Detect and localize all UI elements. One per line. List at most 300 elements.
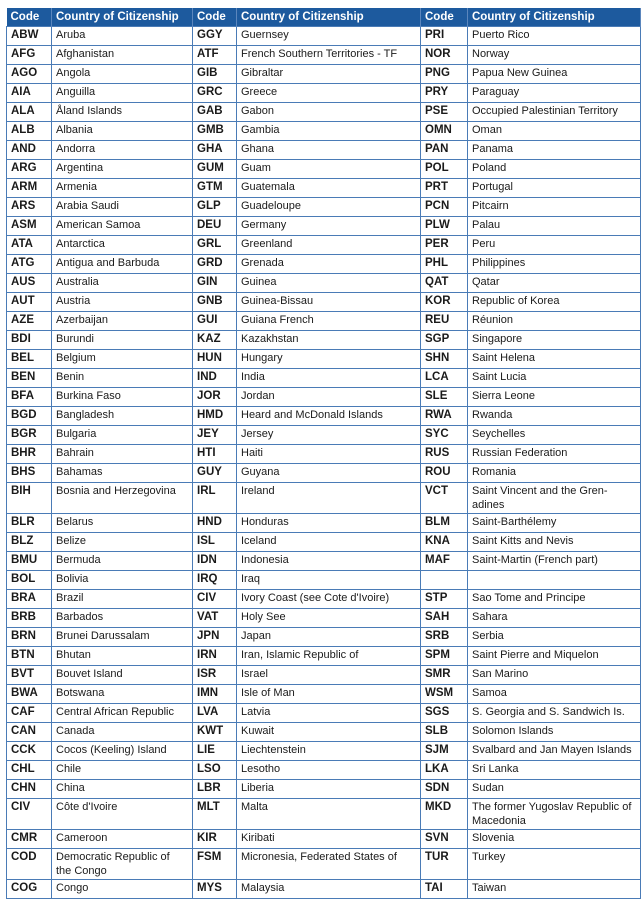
code-cell: CHN: [7, 780, 52, 799]
code-cell: BWA: [7, 685, 52, 704]
code-cell: ROU: [421, 464, 468, 483]
table-row: [7, 533, 641, 552]
code-cell: HMD: [193, 407, 237, 426]
code-cell: PER: [421, 236, 468, 255]
country-cell: Saint Kitts and Nevis: [468, 533, 641, 552]
table-row: [7, 571, 641, 590]
table-row: [7, 84, 641, 103]
code-cell: BEN: [7, 369, 52, 388]
code-cell: NOR: [421, 46, 468, 65]
code-cell: IND: [193, 369, 237, 388]
country-cell: Gabon: [237, 103, 421, 122]
country-cell: Honduras: [237, 514, 421, 533]
country-cell: Singapore: [468, 331, 641, 350]
code-cell: COG: [7, 880, 52, 899]
country-cell: Belgium: [52, 350, 193, 369]
country-cell: Ivory Coast (see Cote d'Ivoire): [237, 590, 421, 609]
code-cell: KIR: [193, 830, 237, 849]
code-cell: BHR: [7, 445, 52, 464]
code-cell: RUS: [421, 445, 468, 464]
code-cell: BLM: [421, 514, 468, 533]
code-cell: ALA: [7, 103, 52, 122]
table-row: [7, 122, 641, 141]
code-cell: ALB: [7, 122, 52, 141]
code-cell: SVN: [421, 830, 468, 849]
country-cell: Poland: [468, 160, 641, 179]
code-cell: CIV: [193, 590, 237, 609]
table-row: [7, 388, 641, 407]
table-row: [7, 628, 641, 647]
code-cell: JEY: [193, 426, 237, 445]
country-cell: Bosnia and Herzegovina: [52, 483, 193, 514]
country-cell: Grenada: [237, 255, 421, 274]
code-cell: SAH: [421, 609, 468, 628]
code-cell: BDI: [7, 331, 52, 350]
country-cell: S. Georgia and S. Sandwich Is.: [468, 704, 641, 723]
code-cell: SDN: [421, 780, 468, 799]
country-cell: Micronesia, Federated States of: [237, 849, 421, 880]
table-row: [7, 293, 641, 312]
country-cell: Benin: [52, 369, 193, 388]
code-cell: [421, 571, 468, 590]
country-cell: Bouvet Island: [52, 666, 193, 685]
code-cell: BEL: [7, 350, 52, 369]
code-cell: BVT: [7, 666, 52, 685]
country-cell: India: [237, 369, 421, 388]
country-cell: Portugal: [468, 179, 641, 198]
country-cell: Cameroon: [52, 830, 193, 849]
country-cell: Serbia: [468, 628, 641, 647]
code-cell: PSE: [421, 103, 468, 122]
code-cell: SLE: [421, 388, 468, 407]
header-row: [7, 8, 641, 27]
country-cell: Belize: [52, 533, 193, 552]
code-cell: ABW: [7, 27, 52, 46]
code-cell: GRD: [193, 255, 237, 274]
code-cell: BGR: [7, 426, 52, 445]
country-cell: Iran, Islamic Republic of: [237, 647, 421, 666]
code-cell: GGY: [193, 27, 237, 46]
country-cell: Isle of Man: [237, 685, 421, 704]
country-cell: Saint Pierre and Miquelon: [468, 647, 641, 666]
country-cell: Republic of Korea: [468, 293, 641, 312]
country-cell: Åland Islands: [52, 103, 193, 122]
country-cell: Saint Helena: [468, 350, 641, 369]
country-cell: Holy See: [237, 609, 421, 628]
code-cell: JOR: [193, 388, 237, 407]
code-cell: PNG: [421, 65, 468, 84]
code-cell: DEU: [193, 217, 237, 236]
country-cell: Germany: [237, 217, 421, 236]
code-cell: ATG: [7, 255, 52, 274]
table-row: [7, 742, 641, 761]
country-cell: Angola: [52, 65, 193, 84]
country-cell: China: [52, 780, 193, 799]
code-cell: BIH: [7, 483, 52, 514]
country-cell: Rwanda: [468, 407, 641, 426]
country-cell: Bermuda: [52, 552, 193, 571]
code-cell: HUN: [193, 350, 237, 369]
country-cell: Argentina: [52, 160, 193, 179]
code-cell: QAT: [421, 274, 468, 293]
country-code-table: [6, 8, 641, 899]
table-row: [7, 704, 641, 723]
country-cell: Chile: [52, 761, 193, 780]
country-cell: Qatar: [468, 274, 641, 293]
country-cell: Philippines: [468, 255, 641, 274]
country-cell: Cocos (Keeling) Island: [52, 742, 193, 761]
country-cell: Armenia: [52, 179, 193, 198]
table-row: [7, 312, 641, 331]
country-cell: Congo: [52, 880, 193, 899]
code-cell: KNA: [421, 533, 468, 552]
table-row: [7, 27, 641, 46]
country-cell: Burundi: [52, 331, 193, 350]
code-cell: MKD: [421, 799, 468, 830]
table-row: [7, 849, 641, 880]
country-cell: Antarctica: [52, 236, 193, 255]
country-cell: Papua New Guinea: [468, 65, 641, 84]
country-cell: Anguilla: [52, 84, 193, 103]
country-cell: Seychelles: [468, 426, 641, 445]
code-cell: AZE: [7, 312, 52, 331]
country-cell: Jordan: [237, 388, 421, 407]
code-cell: BMU: [7, 552, 52, 571]
code-cell: BRN: [7, 628, 52, 647]
code-cell: GIB: [193, 65, 237, 84]
country-cell: Andorra: [52, 141, 193, 160]
country-cell: Saint-Barthélemy: [468, 514, 641, 533]
country-cell: Greenland: [237, 236, 421, 255]
code-cell: CIV: [7, 799, 52, 830]
code-cell: PRI: [421, 27, 468, 46]
code-cell: GMB: [193, 122, 237, 141]
country-cell: Albania: [52, 122, 193, 141]
country-cell: Guatemala: [237, 179, 421, 198]
code-cell: IDN: [193, 552, 237, 571]
code-cell: TAI: [421, 880, 468, 899]
country-cell: Latvia: [237, 704, 421, 723]
code-cell: SRB: [421, 628, 468, 647]
country-cell: Burkina Faso: [52, 388, 193, 407]
country-cell: Guadeloupe: [237, 198, 421, 217]
table-row: [7, 685, 641, 704]
code-cell: GUY: [193, 464, 237, 483]
code-cell: AFG: [7, 46, 52, 65]
country-cell: Austria: [52, 293, 193, 312]
table-row: [7, 780, 641, 799]
table-row: [7, 445, 641, 464]
country-cell: Azerbaijan: [52, 312, 193, 331]
code-cell: IMN: [193, 685, 237, 704]
table-row: [7, 514, 641, 533]
code-cell: SPM: [421, 647, 468, 666]
country-cell: Aruba: [52, 27, 193, 46]
table-row: [7, 217, 641, 236]
code-cell: CAF: [7, 704, 52, 723]
code-cell: SJM: [421, 742, 468, 761]
country-cell: Saint Vincent and the Gren- adines: [468, 483, 641, 514]
code-cell: AUT: [7, 293, 52, 312]
table-row: [7, 609, 641, 628]
table-row: [7, 331, 641, 350]
code-cell: IRQ: [193, 571, 237, 590]
code-cell: VAT: [193, 609, 237, 628]
code-cell: BLR: [7, 514, 52, 533]
header-country-2: Country of Citizenship: [237, 8, 421, 27]
code-cell: ATA: [7, 236, 52, 255]
code-cell: BGD: [7, 407, 52, 426]
code-cell: ISL: [193, 533, 237, 552]
country-cell: Gambia: [237, 122, 421, 141]
country-cell: Ghana: [237, 141, 421, 160]
table-row: [7, 103, 641, 122]
code-cell: BOL: [7, 571, 52, 590]
code-cell: REU: [421, 312, 468, 331]
country-cell: Guyana: [237, 464, 421, 483]
code-cell: FSM: [193, 849, 237, 880]
code-cell: GRC: [193, 84, 237, 103]
country-cell: Antigua and Barbuda: [52, 255, 193, 274]
code-cell: LKA: [421, 761, 468, 780]
country-cell: Bahrain: [52, 445, 193, 464]
code-cell: TUR: [421, 849, 468, 880]
code-cell: GTM: [193, 179, 237, 198]
country-cell: Liberia: [237, 780, 421, 799]
code-cell: PHL: [421, 255, 468, 274]
country-cell: Samoa: [468, 685, 641, 704]
code-cell: COD: [7, 849, 52, 880]
country-cell: Slovenia: [468, 830, 641, 849]
code-cell: PLW: [421, 217, 468, 236]
code-cell: OMN: [421, 122, 468, 141]
country-cell: Central African Republic: [52, 704, 193, 723]
country-cell: Solomon Islands: [468, 723, 641, 742]
code-cell: MYS: [193, 880, 237, 899]
code-cell: SYC: [421, 426, 468, 445]
table-row: [7, 198, 641, 217]
code-cell: POL: [421, 160, 468, 179]
code-cell: AIA: [7, 84, 52, 103]
header-code-1: Code: [7, 8, 52, 27]
header-country-1: Country of Citizenship: [52, 8, 193, 27]
code-cell: GUI: [193, 312, 237, 331]
country-cell: Haiti: [237, 445, 421, 464]
table-row: [7, 236, 641, 255]
header-country-3: Country of Citizenship: [468, 8, 641, 27]
table-row: [7, 590, 641, 609]
code-cell: GLP: [193, 198, 237, 217]
code-cell: KWT: [193, 723, 237, 742]
code-cell: LSO: [193, 761, 237, 780]
code-cell: JPN: [193, 628, 237, 647]
country-cell: Kuwait: [237, 723, 421, 742]
country-cell: San Marino: [468, 666, 641, 685]
code-cell: IRL: [193, 483, 237, 514]
country-cell: Panama: [468, 141, 641, 160]
code-cell: BRB: [7, 609, 52, 628]
country-cell: Saint Lucia: [468, 369, 641, 388]
country-cell: Malaysia: [237, 880, 421, 899]
code-cell: PRT: [421, 179, 468, 198]
table-row: [7, 46, 641, 65]
country-cell: Arabia Saudi: [52, 198, 193, 217]
country-cell: Palau: [468, 217, 641, 236]
country-cell: Iceland: [237, 533, 421, 552]
table-row: [7, 552, 641, 571]
code-cell: ISR: [193, 666, 237, 685]
code-cell: GHA: [193, 141, 237, 160]
table-row: [7, 407, 641, 426]
country-cell: French Southern Territories - TF: [237, 46, 421, 65]
table-row: [7, 666, 641, 685]
code-cell: GIN: [193, 274, 237, 293]
table-body: [7, 27, 641, 899]
code-cell: VCT: [421, 483, 468, 514]
country-cell: Guinea: [237, 274, 421, 293]
table-row: [7, 799, 641, 830]
country-cell: Sahara: [468, 609, 641, 628]
table-row: [7, 274, 641, 293]
code-cell: HND: [193, 514, 237, 533]
country-cell: Sao Tome and Principe: [468, 590, 641, 609]
country-cell: Barbados: [52, 609, 193, 628]
table-row: [7, 141, 641, 160]
country-cell: Kazakhstan: [237, 331, 421, 350]
country-cell: Lesotho: [237, 761, 421, 780]
country-cell: Turkey: [468, 849, 641, 880]
code-cell: KAZ: [193, 331, 237, 350]
country-cell: Sri Lanka: [468, 761, 641, 780]
code-cell: GRL: [193, 236, 237, 255]
table-row: [7, 350, 641, 369]
country-cell: Indonesia: [237, 552, 421, 571]
country-cell: Greece: [237, 84, 421, 103]
country-cell: Taiwan: [468, 880, 641, 899]
country-cell: Brunei Darussalam: [52, 628, 193, 647]
table-row: [7, 723, 641, 742]
country-cell: Israel: [237, 666, 421, 685]
country-cell: Australia: [52, 274, 193, 293]
country-cell: Democratic Republic of the Congo: [52, 849, 193, 880]
country-cell: Liechtenstein: [237, 742, 421, 761]
country-cell: Guiana French: [237, 312, 421, 331]
code-cell: SGS: [421, 704, 468, 723]
code-cell: CCK: [7, 742, 52, 761]
code-cell: IRN: [193, 647, 237, 666]
country-cell: Russian Federation: [468, 445, 641, 464]
table-row: [7, 464, 641, 483]
code-cell: SGP: [421, 331, 468, 350]
country-cell: Puerto Rico: [468, 27, 641, 46]
code-cell: AND: [7, 141, 52, 160]
code-cell: GNB: [193, 293, 237, 312]
country-cell: Belarus: [52, 514, 193, 533]
table-row: [7, 426, 641, 445]
table-row: [7, 179, 641, 198]
code-cell: AGO: [7, 65, 52, 84]
header-code-2: Code: [193, 8, 237, 27]
code-cell: STP: [421, 590, 468, 609]
code-cell: WSM: [421, 685, 468, 704]
country-cell: Ireland: [237, 483, 421, 514]
country-cell: Iraq: [237, 571, 421, 590]
country-cell: Afghanistan: [52, 46, 193, 65]
country-cell: Malta: [237, 799, 421, 830]
code-cell: SHN: [421, 350, 468, 369]
code-cell: KOR: [421, 293, 468, 312]
code-cell: MAF: [421, 552, 468, 571]
country-cell: Canada: [52, 723, 193, 742]
table-row: [7, 761, 641, 780]
code-cell: RWA: [421, 407, 468, 426]
code-cell: SLB: [421, 723, 468, 742]
code-cell: CAN: [7, 723, 52, 742]
country-cell: Bulgaria: [52, 426, 193, 445]
country-cell: Saint-Martin (French part): [468, 552, 641, 571]
country-cell: American Samoa: [52, 217, 193, 236]
code-cell: BTN: [7, 647, 52, 666]
code-cell: ARG: [7, 160, 52, 179]
country-cell: Bhutan: [52, 647, 193, 666]
country-cell: Svalbard and Jan Mayen Islands: [468, 742, 641, 761]
country-cell: Jersey: [237, 426, 421, 445]
code-cell: ATF: [193, 46, 237, 65]
table-row: [7, 483, 641, 514]
table-row: [7, 880, 641, 899]
code-cell: BFA: [7, 388, 52, 407]
country-cell: Bolivia: [52, 571, 193, 590]
country-cell: Pitcairn: [468, 198, 641, 217]
code-cell: PCN: [421, 198, 468, 217]
country-cell: Kiribati: [237, 830, 421, 849]
country-cell: Norway: [468, 46, 641, 65]
country-cell: Brazil: [52, 590, 193, 609]
table-row: [7, 160, 641, 179]
country-cell: Gibraltar: [237, 65, 421, 84]
country-cell: Bangladesh: [52, 407, 193, 426]
code-cell: BHS: [7, 464, 52, 483]
country-cell: Paraguay: [468, 84, 641, 103]
code-cell: LVA: [193, 704, 237, 723]
country-cell: Japan: [237, 628, 421, 647]
country-cell: [468, 571, 641, 590]
country-cell: Botswana: [52, 685, 193, 704]
table-row: [7, 65, 641, 84]
country-cell: Peru: [468, 236, 641, 255]
code-cell: SMR: [421, 666, 468, 685]
country-cell: Côte d'Ivoire: [52, 799, 193, 830]
code-cell: ARM: [7, 179, 52, 198]
code-cell: MLT: [193, 799, 237, 830]
code-cell: PRY: [421, 84, 468, 103]
code-cell: HTI: [193, 445, 237, 464]
country-cell: Sierra Leone: [468, 388, 641, 407]
code-cell: LIE: [193, 742, 237, 761]
country-cell: Romania: [468, 464, 641, 483]
code-cell: BRA: [7, 590, 52, 609]
table-row: [7, 255, 641, 274]
country-cell: Bahamas: [52, 464, 193, 483]
country-cell: Oman: [468, 122, 641, 141]
country-cell: Réunion: [468, 312, 641, 331]
country-cell: Heard and McDonald Islands: [237, 407, 421, 426]
country-cell: Occupied Palestinian Territory: [468, 103, 641, 122]
country-cell: The former Yugoslav Republic of Macedonia: [468, 799, 641, 830]
code-cell: CHL: [7, 761, 52, 780]
table-row: [7, 369, 641, 388]
code-cell: ARS: [7, 198, 52, 217]
